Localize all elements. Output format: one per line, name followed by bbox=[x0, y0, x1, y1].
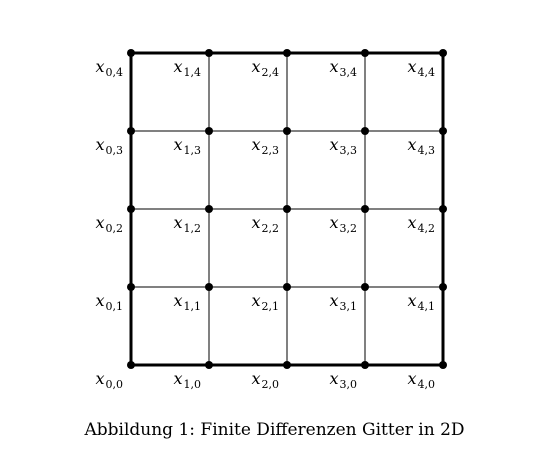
node-label-index: 0,1 bbox=[105, 300, 123, 313]
node-label-2-3 bbox=[251, 135, 279, 157]
node-label-symbol: x bbox=[329, 369, 339, 388]
node-label-index: 0,0 bbox=[105, 378, 123, 391]
node-label-1-2 bbox=[173, 213, 201, 235]
node-label-0-1 bbox=[95, 291, 123, 313]
node-label-symbol: x bbox=[329, 135, 339, 154]
grid-node-3-1 bbox=[361, 283, 369, 291]
node-label-0-0 bbox=[95, 369, 123, 391]
node-label-index: 4,3 bbox=[417, 144, 435, 157]
grid-node-0-1 bbox=[127, 283, 135, 291]
grid-node-1-3 bbox=[205, 127, 213, 135]
node-label-symbol: x bbox=[251, 213, 261, 232]
node-label-symbol: x bbox=[251, 369, 261, 388]
node-label-4-2 bbox=[407, 213, 435, 235]
node-label-symbol: x bbox=[95, 291, 105, 310]
node-label-index: 0,2 bbox=[105, 222, 123, 235]
node-label-symbol: x bbox=[329, 213, 339, 232]
node-label-index: 2,1 bbox=[261, 300, 279, 313]
node-label-1-3 bbox=[173, 135, 201, 157]
node-label-symbol: x bbox=[407, 291, 417, 310]
grid-node-3-3 bbox=[361, 127, 369, 135]
node-label-index: 3,0 bbox=[339, 378, 357, 391]
node-label-3-1 bbox=[329, 291, 357, 313]
node-label-1-1 bbox=[173, 291, 201, 313]
node-label-1-0 bbox=[173, 369, 201, 391]
node-label-symbol: x bbox=[173, 369, 183, 388]
grid-node-2-3 bbox=[283, 127, 291, 135]
node-label-0-4 bbox=[95, 57, 123, 79]
node-label-4-4 bbox=[407, 57, 435, 79]
node-label-index: 0,3 bbox=[105, 144, 123, 157]
grid-node-0-0 bbox=[127, 361, 135, 369]
node-label-1-4 bbox=[173, 57, 201, 79]
node-label-symbol: x bbox=[251, 291, 261, 310]
node-label-symbol: x bbox=[329, 57, 339, 76]
node-label-index: 1,3 bbox=[183, 144, 201, 157]
grid-node-4-1 bbox=[439, 283, 447, 291]
node-label-3-3 bbox=[329, 135, 357, 157]
node-label-symbol: x bbox=[173, 57, 183, 76]
node-label-index: 4,2 bbox=[417, 222, 435, 235]
grid-node-1-0 bbox=[205, 361, 213, 369]
node-label-index: 1,4 bbox=[183, 66, 201, 79]
node-label-index: 4,1 bbox=[417, 300, 435, 313]
node-label-index: 4,4 bbox=[417, 66, 435, 79]
node-label-symbol: x bbox=[95, 369, 105, 388]
node-label-symbol: x bbox=[407, 213, 417, 232]
figure-caption: Abbildung 1: Finite Differenzen Gitter in 2D bbox=[84, 420, 465, 440]
grid-node-2-0 bbox=[283, 361, 291, 369]
node-label-symbol: x bbox=[407, 369, 417, 388]
grid-node-1-4 bbox=[205, 49, 213, 57]
grid-node-0-3 bbox=[127, 127, 135, 135]
grid-node-2-1 bbox=[283, 283, 291, 291]
node-label-index: 2,0 bbox=[261, 378, 279, 391]
grid-node-1-2 bbox=[205, 205, 213, 213]
node-label-0-3 bbox=[95, 135, 123, 157]
node-label-2-0 bbox=[251, 369, 279, 391]
node-label-index: 1,2 bbox=[183, 222, 201, 235]
node-label-index: 3,3 bbox=[339, 144, 357, 157]
grid-node-4-2 bbox=[439, 205, 447, 213]
node-label-index: 1,0 bbox=[183, 378, 201, 391]
node-label-symbol: x bbox=[173, 213, 183, 232]
node-label-symbol: x bbox=[173, 291, 183, 310]
node-label-index: 1,1 bbox=[183, 300, 201, 313]
grid-node-2-4 bbox=[283, 49, 291, 57]
node-label-symbol: x bbox=[407, 135, 417, 154]
node-label-symbol: x bbox=[173, 135, 183, 154]
node-label-2-2 bbox=[251, 213, 279, 235]
grid-node-1-1 bbox=[205, 283, 213, 291]
node-label-3-4 bbox=[329, 57, 357, 79]
node-label-0-2 bbox=[95, 213, 123, 235]
node-label-index: 3,4 bbox=[339, 66, 357, 79]
grid-node-0-4 bbox=[127, 49, 135, 57]
node-label-index: 4,0 bbox=[417, 378, 435, 391]
grid-node-4-0 bbox=[439, 361, 447, 369]
node-label-3-2 bbox=[329, 213, 357, 235]
node-label-4-3 bbox=[407, 135, 435, 157]
node-label-symbol: x bbox=[329, 291, 339, 310]
node-label-2-1 bbox=[251, 291, 279, 313]
node-label-symbol: x bbox=[95, 57, 105, 76]
node-label-index: 3,1 bbox=[339, 300, 357, 313]
node-label-symbol: x bbox=[95, 135, 105, 154]
node-label-index: 0,4 bbox=[105, 66, 123, 79]
node-label-index: 2,3 bbox=[261, 144, 279, 157]
node-label-symbol: x bbox=[95, 213, 105, 232]
node-label-4-0 bbox=[407, 369, 435, 391]
node-label-symbol: x bbox=[251, 135, 261, 154]
node-label-2-4 bbox=[251, 57, 279, 79]
node-label-4-1 bbox=[407, 291, 435, 313]
grid-node-3-2 bbox=[361, 205, 369, 213]
node-label-symbol: x bbox=[251, 57, 261, 76]
grid-node-4-4 bbox=[439, 49, 447, 57]
grid-node-0-2 bbox=[127, 205, 135, 213]
grid-node-2-2 bbox=[283, 205, 291, 213]
node-label-3-0 bbox=[329, 369, 357, 391]
grid-node-3-4 bbox=[361, 49, 369, 57]
node-label-symbol: x bbox=[407, 57, 417, 76]
node-label-index: 2,4 bbox=[261, 66, 279, 79]
node-label-index: 2,2 bbox=[261, 222, 279, 235]
grid-node-4-3 bbox=[439, 127, 447, 135]
node-label-index: 3,2 bbox=[339, 222, 357, 235]
grid-node-3-0 bbox=[361, 361, 369, 369]
